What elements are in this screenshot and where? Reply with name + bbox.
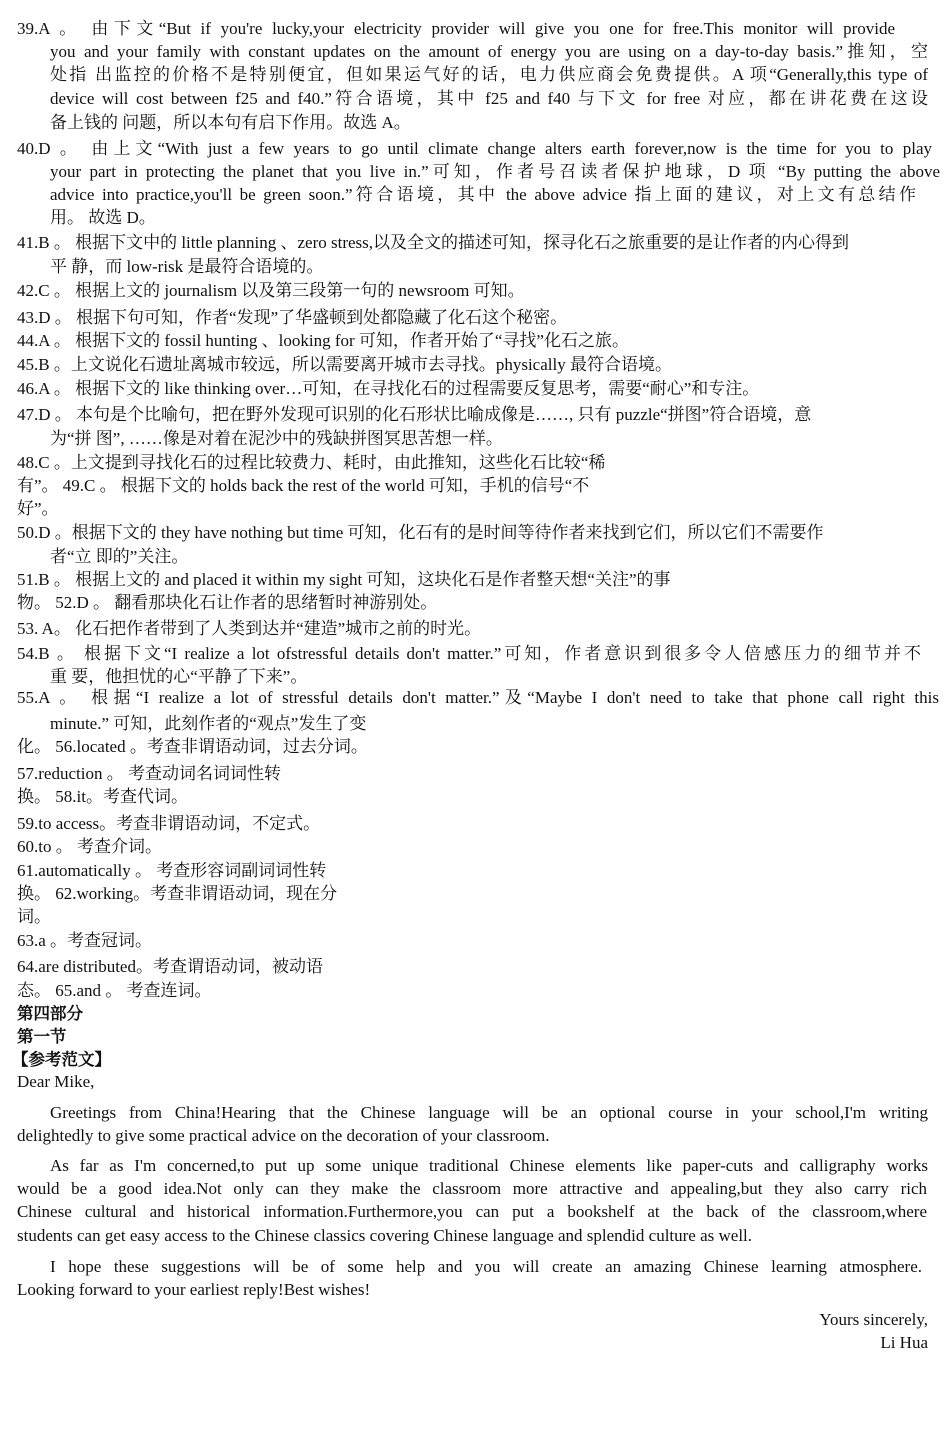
answer-39-line-3: 处指 出监控的价格不是特别便宜，但如果运气好的话，电力供应商会免费提供。A 项“Generally,this type of xyxy=(50,65,928,84)
section-heading: 第一节 xyxy=(17,1027,67,1046)
answer-53: 53. A。 化石把作者带到了人类到达并“建造”城市之前的时光。 xyxy=(17,619,482,638)
answer-61-62-line: 换。 62.working。考查非谓语动词，现在分 xyxy=(17,884,338,903)
answer-39-line-1: 39.A 。 由下文“But if you're lucky,your electricity provider will give you one for free.This monitor will provide xyxy=(17,19,895,38)
answer-55-56-line: 化。 56.located 。考查非谓语动词，过去分词。 xyxy=(17,737,368,756)
answer-46: 46.A 。 根据下文的 like thinking over…可知，在寻找化石的过程需要反复思考，需要“耐心”和专注。 xyxy=(17,379,760,398)
answer-61-line-1: 61.automatically 。 考查形容词副词词性转 xyxy=(17,861,327,880)
answer-42: 42.C 。 根据上文的 journalism 以及第三段第一句的 newsroom 可知。 xyxy=(17,281,525,300)
answer-47-line-1: 47.D 。 本句是个比喻句，把在野外发现可识别的化石形状比喻成像是……, 只有 puzzle“拼图”符合语境，意 xyxy=(17,405,812,424)
letter-paragraph-1-line-1: Greetings from China!Hearing that the Chinese language will be an optional course in your school,I'm writing xyxy=(50,1103,928,1122)
letter-salutation: Dear Mike, xyxy=(17,1072,95,1091)
answer-41-line-1: 41.B 。 根据下文中的 little planning 、zero stress,以及全文的描述可知，探寻化石之旅重要的是让作者的内心得到 xyxy=(17,233,850,252)
answer-48-line-1: 48.C 。上文提到寻找化石的过程比较费力、耗时，由此推知，这些化石比较“稀 xyxy=(17,453,606,472)
letter-paragraph-2-line-1: As far as I'm concerned,to put up some unique traditional Chinese elements like paper-cuts and calligraphy works xyxy=(50,1156,928,1175)
answer-43: 43.D 。 根据下句可知，作者“发现”了华盛顿到处都隐藏了化石这个秘密。 xyxy=(17,308,568,327)
answer-50-line-2: 者“立 即的”关注。 xyxy=(50,547,189,566)
letter-paragraph-2-line-2: would be a good idea.Not only can they make the classroom more attractive and appealing,but they also carry rich xyxy=(17,1179,927,1198)
answer-55-line-1: 55.A 。 根据“I realize a lot of stressful details don't matter.”及“Maybe I don't need to take that phone call right this xyxy=(17,688,939,707)
sample-essay-heading: 【参考范文】 xyxy=(12,1050,111,1069)
answer-60: 60.to 。 考查介词。 xyxy=(17,837,162,856)
answer-64-line-1: 64.are distributed。考查谓语动词，被动语 xyxy=(17,957,323,976)
answer-57-line-1: 57.reduction 。 考查动词名词词性转 xyxy=(17,764,281,783)
answer-50-line-1: 50.D 。根据下文的 they have nothing but time 可知，化石有的是时间等待作者来找到它们，所以它们不需要作 xyxy=(17,523,824,542)
part-heading: 第四部分 xyxy=(17,1004,83,1023)
answer-39-line-2: you and your family with constant updates on the amount of energy you are using on a day-to-day basis.”推知，空 xyxy=(50,42,928,61)
answer-47-line-2: 为“拼 图”, ……像是对着在泥沙中的残缺拼图冥思苦想一样。 xyxy=(50,429,503,448)
answer-54-line-2: 重 要，他担忧的心“平静了下来”。 xyxy=(50,667,308,686)
letter-closing: Yours sincerely, xyxy=(819,1310,928,1329)
letter-paragraph-2-line-4: students can get easy access to the Chinese classics covering Chinese language and splendid culture as well. xyxy=(17,1226,753,1245)
answer-44: 44.A 。 根据下文的 fossil hunting 、looking for 可知，作者开始了“寻找”化石之旅。 xyxy=(17,331,629,350)
answer-40-line-3: advice into practice,you'll be green soon.”符合语境，其中 the above advice 指上面的建议，对上文有总结作 xyxy=(50,185,916,204)
answer-48-49-line: 有”。 49.C 。 根据下文的 holds back the rest of the world 可知，手机的信号“不 xyxy=(17,476,590,495)
answer-39-line-5: 备上钱的 问题，所以本句有启下作用。故选 A。 xyxy=(50,113,411,132)
letter-signature: Li Hua xyxy=(880,1333,928,1352)
answer-49-line-2: 好”。 xyxy=(17,499,59,518)
answer-40-line-2: your part in protecting the planet that you live in.”可知，作者号召读者保护地球，D 项 “By putting the above xyxy=(50,162,940,181)
answer-59: 59.to access。考查非谓语动词，不定式。 xyxy=(17,814,321,833)
answer-40-line-1: 40.D 。 由上文“With just a few years to go until climate change alters earth forever,now is the time for you to play xyxy=(17,139,932,158)
answer-62-line-2: 词。 xyxy=(17,907,51,926)
answer-51-52-line: 物。 52.D 。 翻看那块化石让作者的思绪暂时神游别处。 xyxy=(17,593,438,612)
answer-57-58-line: 换。 58.it。考查代词。 xyxy=(17,787,188,806)
answer-63: 63.a 。考查冠词。 xyxy=(17,931,153,950)
answer-40-line-4: 用。 故选 D。 xyxy=(50,208,156,227)
answer-39-line-4: device will cost between f25 and f40.”符合语境，其中 f25 and f40 与下文 for free 对应，都在讲花费在这设 xyxy=(50,89,928,108)
answer-54-line-1: 54.B 。 根据下文“I realize a lot ofstressful details don't matter.”可知，作者意识到很多令人倍感压力的细节并不 xyxy=(17,644,921,663)
answer-45: 45.B 。上文说化石遗址离城市较远，所以需要离开城市去寻找。physically 最符合语境。 xyxy=(17,355,672,374)
answer-51-line-1: 51.B 。 根据上文的 and placed it within my sight 可知，这块化石是作者整天想“关注”的事 xyxy=(17,570,671,589)
letter-paragraph-3-line-2: Looking forward to your earliest reply!Best wishes! xyxy=(17,1280,371,1299)
letter-paragraph-2-line-3: Chinese cultural and historical information.Furthermore,you can put a bookshelf at the back of the classroom,where xyxy=(17,1202,927,1221)
answer-64-65-line: 态。 65.and 。 考查连词。 xyxy=(17,981,212,1000)
letter-paragraph-3-line-1: I hope these suggestions will be of some help and you will create an amazing Chinese learning atmosphere. xyxy=(50,1257,922,1276)
answer-41-line-2: 平 静，而 low-risk 是最符合语境的。 xyxy=(50,257,324,276)
answer-55-line-2: minute.” 可知，此刻作者的“观点”发生了变 xyxy=(50,714,367,733)
letter-paragraph-1-line-2: delightedly to give some practical advice on the decoration of your classroom. xyxy=(17,1126,550,1145)
